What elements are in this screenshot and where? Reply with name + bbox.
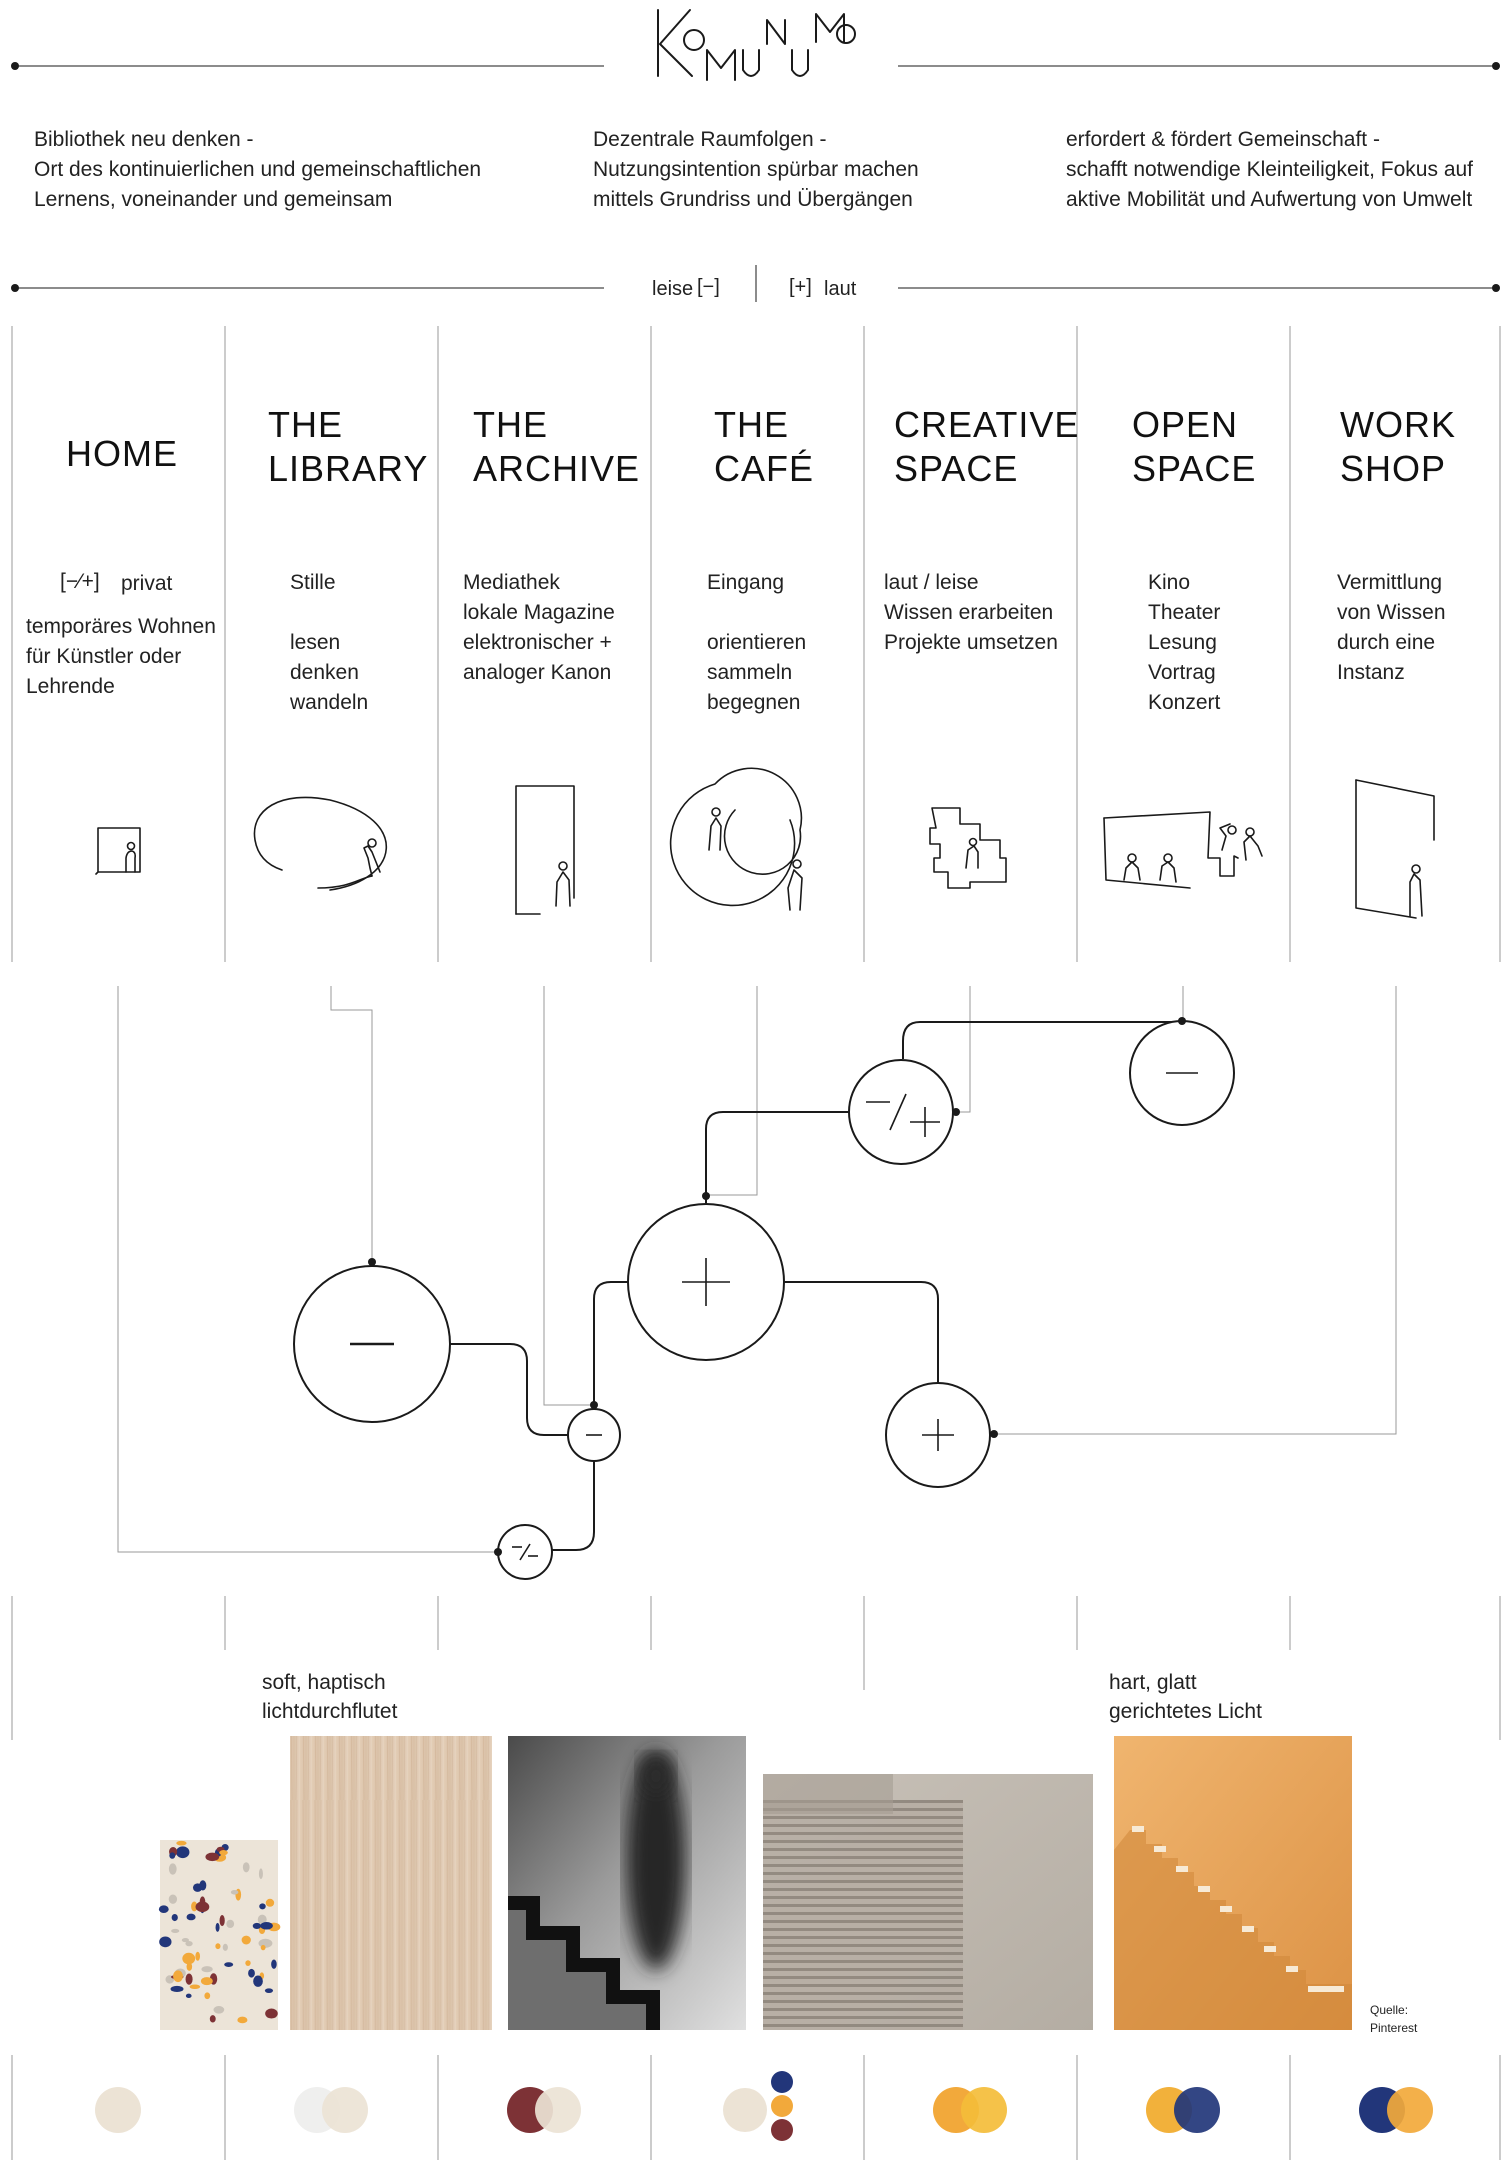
terrazzo-chip bbox=[213, 2006, 224, 2014]
terrazzo-chip bbox=[159, 1936, 171, 1947]
terrazzo-chip bbox=[245, 1960, 250, 1966]
terrazzo-chip bbox=[259, 1903, 265, 1909]
terrazzo-chip bbox=[224, 1962, 233, 1967]
terrazzo-chip bbox=[231, 1890, 239, 1895]
swatch-0-0 bbox=[95, 2087, 141, 2133]
terrazzo-chip bbox=[195, 1952, 200, 1961]
diagram-nodes bbox=[294, 1021, 1234, 1579]
terrazzo-chip bbox=[253, 1976, 263, 1987]
archive-portal-icon bbox=[516, 786, 574, 914]
komunumo-logo bbox=[658, 10, 855, 80]
terrazzo-chip bbox=[243, 1862, 250, 1872]
swatch-cafe-2 bbox=[771, 2095, 793, 2117]
terrazzo-chip bbox=[265, 1988, 273, 1993]
terrazzo-texture bbox=[159, 1840, 280, 2030]
orange-stair-wall bbox=[1114, 1736, 1352, 2030]
column-desc-cafe: Eingang orientieren sammeln begegnen bbox=[707, 571, 807, 714]
column-title-open-space: OPEN SPACE bbox=[1132, 404, 1257, 489]
terrazzo-chip bbox=[248, 1969, 255, 1978]
column-title-creative-space: CREATIVE SPACE bbox=[894, 404, 1080, 489]
terrazzo-chip bbox=[223, 1944, 228, 1951]
terrazzo-chip bbox=[215, 1943, 220, 1949]
swatch-5-1 bbox=[1174, 2087, 1220, 2133]
intro-text-1: Bibliothek neu denken - Ort des kontinuierlichen und gemeinschaftlichen Lernens, voneinander und gemeinsam bbox=[34, 128, 482, 211]
column-desc-library: Stille lesen denken wandeln bbox=[290, 571, 369, 714]
terrazzo-chip bbox=[237, 2017, 247, 2024]
cafe-spiral-icon bbox=[671, 768, 802, 910]
loud-toggle-symbol[interactable]: [+] bbox=[789, 276, 812, 298]
column-title-workshop: WORK SHOP bbox=[1340, 404, 1456, 489]
terrazzo-chip bbox=[210, 2015, 216, 2022]
column-title-archive: THE ARCHIVE bbox=[473, 404, 641, 489]
column-title-library: THE LIBRARY bbox=[268, 404, 429, 489]
swatch-1-1 bbox=[322, 2087, 368, 2133]
light-wood-texture bbox=[290, 1736, 492, 2030]
diagram-thick-connectors bbox=[450, 1022, 1181, 1550]
palette-swatches bbox=[95, 2071, 1433, 2141]
terrazzo-chip bbox=[186, 1974, 193, 1985]
terrazzo-chip bbox=[260, 1922, 273, 1930]
terrazzo-chip bbox=[176, 1846, 189, 1858]
terrazzo-chip bbox=[173, 1970, 183, 1982]
terrazzo-chip bbox=[169, 1894, 177, 1903]
swatch-4-1 bbox=[961, 2087, 1007, 2133]
terrazzo-chip bbox=[216, 1923, 220, 1932]
creative-maze-icon bbox=[930, 808, 1006, 888]
swatch-6-1 bbox=[1387, 2087, 1433, 2133]
open-stage-icon bbox=[1104, 812, 1262, 888]
terrazzo-chip bbox=[190, 1984, 201, 1989]
material-label-hard: hart, glatt gerichtetes Licht bbox=[1109, 1671, 1262, 1723]
workshop-wall-icon bbox=[1356, 780, 1434, 918]
terrazzo-chip bbox=[205, 1853, 219, 1861]
terrazzo-chip bbox=[253, 1923, 261, 1929]
blurred-figure-on-stairs bbox=[508, 1736, 746, 2030]
material-label-soft: soft, haptisch lichtdurchflutet bbox=[262, 1671, 398, 1723]
home-desc-lead: privat bbox=[121, 572, 173, 595]
column-title-home: HOME bbox=[66, 433, 178, 474]
terrazzo-chip bbox=[226, 1920, 234, 1928]
terrazzo-chip bbox=[171, 1986, 184, 1992]
terrazzo-chip bbox=[242, 1936, 251, 1945]
quiet-toggle-symbol[interactable]: [−] bbox=[697, 276, 720, 298]
column-desc-home: temporäres Wohnen für Künstler oder Lehrende bbox=[26, 615, 216, 698]
column-desc-creative-space: laut / leise Wissen erarbeiten Projekte umsetzen bbox=[884, 571, 1058, 654]
ribbed-concrete-texture bbox=[763, 1774, 1093, 2030]
intro-text-2: Dezentrale Raumfolgen - Nutzungsintention spürbar machen mittels Grundriss und Übergängen bbox=[593, 128, 919, 211]
terrazzo-chip bbox=[186, 1994, 192, 1998]
terrazzo-chip bbox=[193, 1883, 202, 1892]
column-title-cafe: THE CAFÉ bbox=[714, 404, 815, 489]
terrazzo-chip bbox=[220, 1915, 225, 1926]
home-symbol: [−⁄+] bbox=[60, 570, 100, 593]
terrazzo-chip bbox=[196, 1902, 210, 1913]
terrazzo-chip bbox=[176, 1841, 186, 1846]
terrazzo-chip bbox=[187, 1914, 196, 1921]
swatch-cafe-1 bbox=[771, 2071, 793, 2093]
terrazzo-chip bbox=[204, 1992, 210, 1999]
terrazzo-chip bbox=[172, 1914, 178, 1921]
terrazzo-chip bbox=[169, 1852, 175, 1858]
column-desc-archive: Mediathek lokale Magazine elektronischer + analoger Kanon bbox=[463, 571, 615, 684]
terrazzo-chip bbox=[265, 2009, 278, 2019]
creative-node bbox=[849, 1060, 953, 1164]
terrazzo-chip bbox=[182, 1953, 195, 1965]
terrazzo-chip bbox=[201, 1966, 212, 1972]
terrazzo-chip bbox=[159, 1905, 169, 1913]
swatch-cafe-3 bbox=[771, 2119, 793, 2141]
column-desc-workshop: Vermittlung von Wissen durch eine Instanz bbox=[1337, 571, 1446, 684]
terrazzo-chip bbox=[266, 1899, 274, 1907]
terrazzo-chip bbox=[219, 1850, 228, 1855]
intro-text-3: erfordert & fördert Gemeinschaft - schafft notwendige Kleinteiligkeit, Fokus auf aktive Mobilität und Aufwertung von Umwelt bbox=[1066, 128, 1474, 211]
terrazzo-chip bbox=[169, 1863, 177, 1874]
image-source-note: Quelle: Pinterest bbox=[1370, 2003, 1418, 2035]
library-oval-icon bbox=[254, 797, 386, 890]
home-frame-icon bbox=[96, 828, 140, 874]
swatch-2-1 bbox=[535, 2087, 581, 2133]
loud-label: laut bbox=[824, 278, 857, 300]
terrazzo-chip bbox=[259, 1868, 263, 1879]
terrazzo-chip bbox=[271, 1960, 277, 1969]
terrazzo-chip bbox=[201, 1977, 213, 1985]
terrazzo-chip bbox=[261, 1945, 266, 1950]
swatch-cafe-0 bbox=[723, 2088, 767, 2132]
terrazzo-chip bbox=[182, 1938, 189, 1942]
terrazzo-chip bbox=[171, 1929, 179, 1933]
terrazzo-chip bbox=[259, 1939, 273, 1948]
quiet-label: leise bbox=[652, 278, 694, 300]
column-desc-open-space: Kino Theater Lesung Vortrag Konzert bbox=[1148, 571, 1221, 714]
